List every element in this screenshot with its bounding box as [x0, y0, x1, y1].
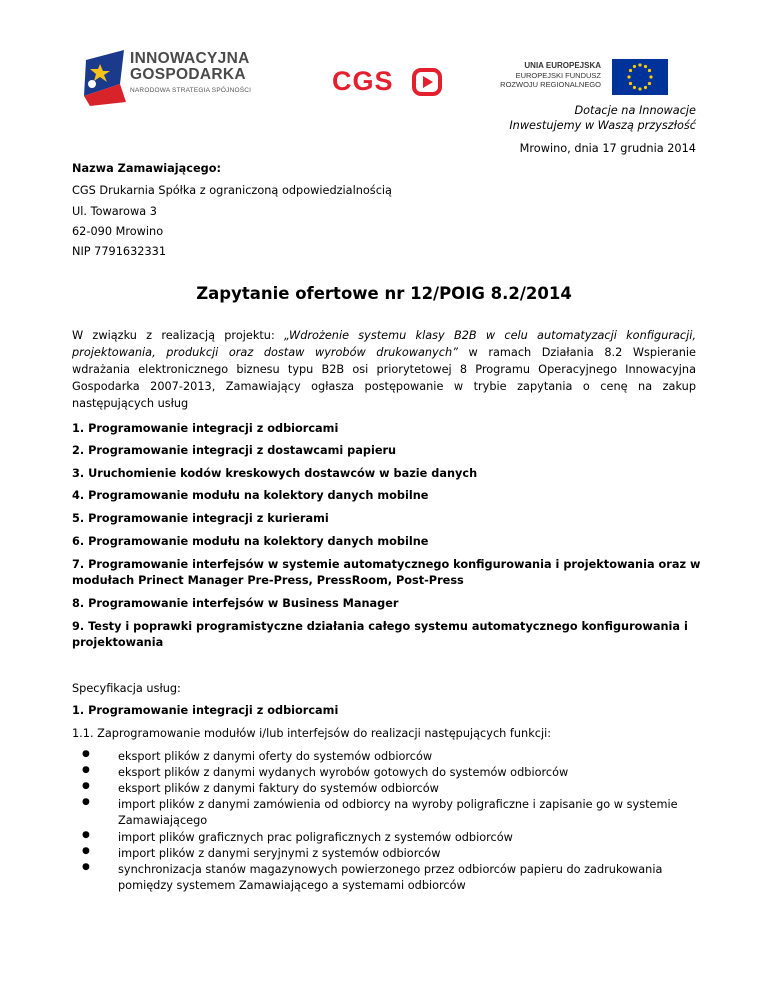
cgs-logo — [332, 68, 444, 98]
eu-line2: EUROPEJSKI FUNDUSZ — [515, 70, 601, 80]
spec-heading: 1. Programowanie integracji z odbiorcami — [72, 704, 339, 717]
spec-bullet-cont: Zamawiającego — [118, 814, 208, 827]
service-item: 5. Programowanie integracji z kurierami — [72, 512, 329, 525]
bullet-icon: ● — [82, 830, 90, 840]
slogan-2: Inwestujemy w Waszą przyszłość — [509, 119, 696, 132]
spec-bullet: eksport plików z danymi faktury do systemów odbiorców — [118, 782, 439, 795]
intro-line-1 — [72, 328, 696, 343]
spec-bullet: eksport plików z danymi oferty do systemów odbiorców — [118, 750, 433, 763]
ig-flag-icon — [80, 46, 128, 106]
project-name-1: „Wdrożenie systemu klasy B2B w celu automatyzacji konfiguracji, — [284, 329, 696, 342]
spec-bullet: import plików z danymi zamówienia od odbiorcy na wyroby poligraficzne i zapisanie go w systemie — [118, 798, 678, 811]
ig-line2: GOSPODARKA — [130, 66, 246, 83]
client-nip: NIP 7791632331 — [72, 245, 167, 258]
client-label: Nazwa Zamawiającego: — [72, 162, 222, 175]
bullet-icon: ● — [82, 797, 90, 807]
spec-bullet: import plików z danymi seryjnymi z systemów odbiorców — [118, 847, 441, 860]
service-item: 1. Programowanie integracji z odbiorcami — [72, 422, 339, 435]
ig-line1: INNOWACYJNA — [130, 50, 250, 67]
intro-text-1a: W związku z realizacją projektu: — [72, 329, 284, 342]
play-icon — [412, 68, 442, 96]
service-item: 7. Programowanie interfejsów w systemie automatycznego konfigurowania i projektowania oraz w — [72, 558, 701, 571]
intro-line-5: następujących usług — [72, 397, 189, 410]
innowacyjna-gospodarka-logo — [80, 46, 280, 108]
service-item: 9. Testy i poprawki programistyczne działania całego systemu automatycznego konfigurowania i — [72, 620, 688, 633]
intro-text-2b: w ramach Działania 8.2 Wspieranie — [457, 346, 696, 359]
intro-line-2 — [72, 345, 696, 360]
spec-bullet: eksport plików z danymi wydanych wyrobów gotowych do systemów odbiorców — [118, 766, 569, 779]
project-name-2: projektowania, produkcji oraz dostaw wyrobów drukowanych” — [72, 346, 458, 359]
service-item-cont: modułach Prinect Manager Pre-Press, PressRoom, Post-Press — [72, 574, 464, 587]
client-street: Ul. Towarowa 3 — [72, 205, 157, 218]
service-item-cont: projektowania — [72, 636, 164, 649]
bullet-icon: ● — [82, 862, 90, 872]
intro-line-4: Gospodarka 2007-2013, Zamawiający ogłasza postępowanie w trybie zapytania o cenę na zakup — [72, 380, 696, 393]
page-title: Zapytanie ofertowe nr 12/POIG 8.2/2014 — [196, 284, 572, 303]
cgs-logo-text: CGS — [332, 66, 394, 96]
service-item: 2. Programowanie integracji z dostawcami papieru — [72, 444, 397, 457]
eu-line3: ROZWOJU REGIONALNEGO — [500, 80, 601, 89]
ig-line3: NARODOWA STRATEGIA SPÓJNOŚCI — [130, 87, 252, 94]
intro-line-3: wdrażania elektronicznego biznesu typu B2B osi priorytetowej 8 Programu Operacyjnego Innowacyjna — [72, 363, 696, 376]
bullet-icon: ● — [82, 846, 90, 856]
spec-bullet: synchronizacja stanów magazynowych powierzonego przez odbiorców papieru do zadrukowania — [118, 863, 663, 876]
spec-subheading: 1.1. Zaprogramowanie modułów i/lub interfejsów do realizacji następujących funkcji: — [72, 727, 552, 740]
service-item: 6. Programowanie modułu na kolektory danych mobilne — [72, 535, 429, 548]
client-name: CGS Drukarnia Spółka z ograniczoną odpowiedzialnością — [72, 184, 392, 197]
slogan-1: Dotacje na Innowacje — [574, 104, 696, 117]
service-item: 4. Programowanie modułu na kolektory danych mobilne — [72, 489, 429, 502]
spec-bullet-cont: pomiędzy systemem Zamawiającego a systemami odbiorców — [118, 879, 466, 892]
spec-label: Specyfikacja usług: — [72, 682, 181, 695]
bullet-icon: ● — [82, 765, 90, 775]
document-date: Mrowino, dnia 17 grudnia 2014 — [519, 142, 696, 155]
eu-logo — [500, 59, 670, 95]
spec-bullet: import plików graficznych prac poligraficznych z systemów odbiorców — [118, 831, 513, 844]
client-city: 62-090 Mrowino — [72, 225, 164, 238]
bullet-icon: ● — [82, 749, 90, 759]
eu-line1: UNIA EUROPEJSKA — [524, 61, 601, 70]
service-item: 8. Programowanie interfejsów w Business Manager — [72, 597, 399, 610]
bullet-icon: ● — [82, 781, 90, 791]
service-item: 3. Uruchomienie kodów kreskowych dostawców w bazie danych — [72, 467, 478, 480]
eu-flag-icon — [612, 59, 668, 95]
